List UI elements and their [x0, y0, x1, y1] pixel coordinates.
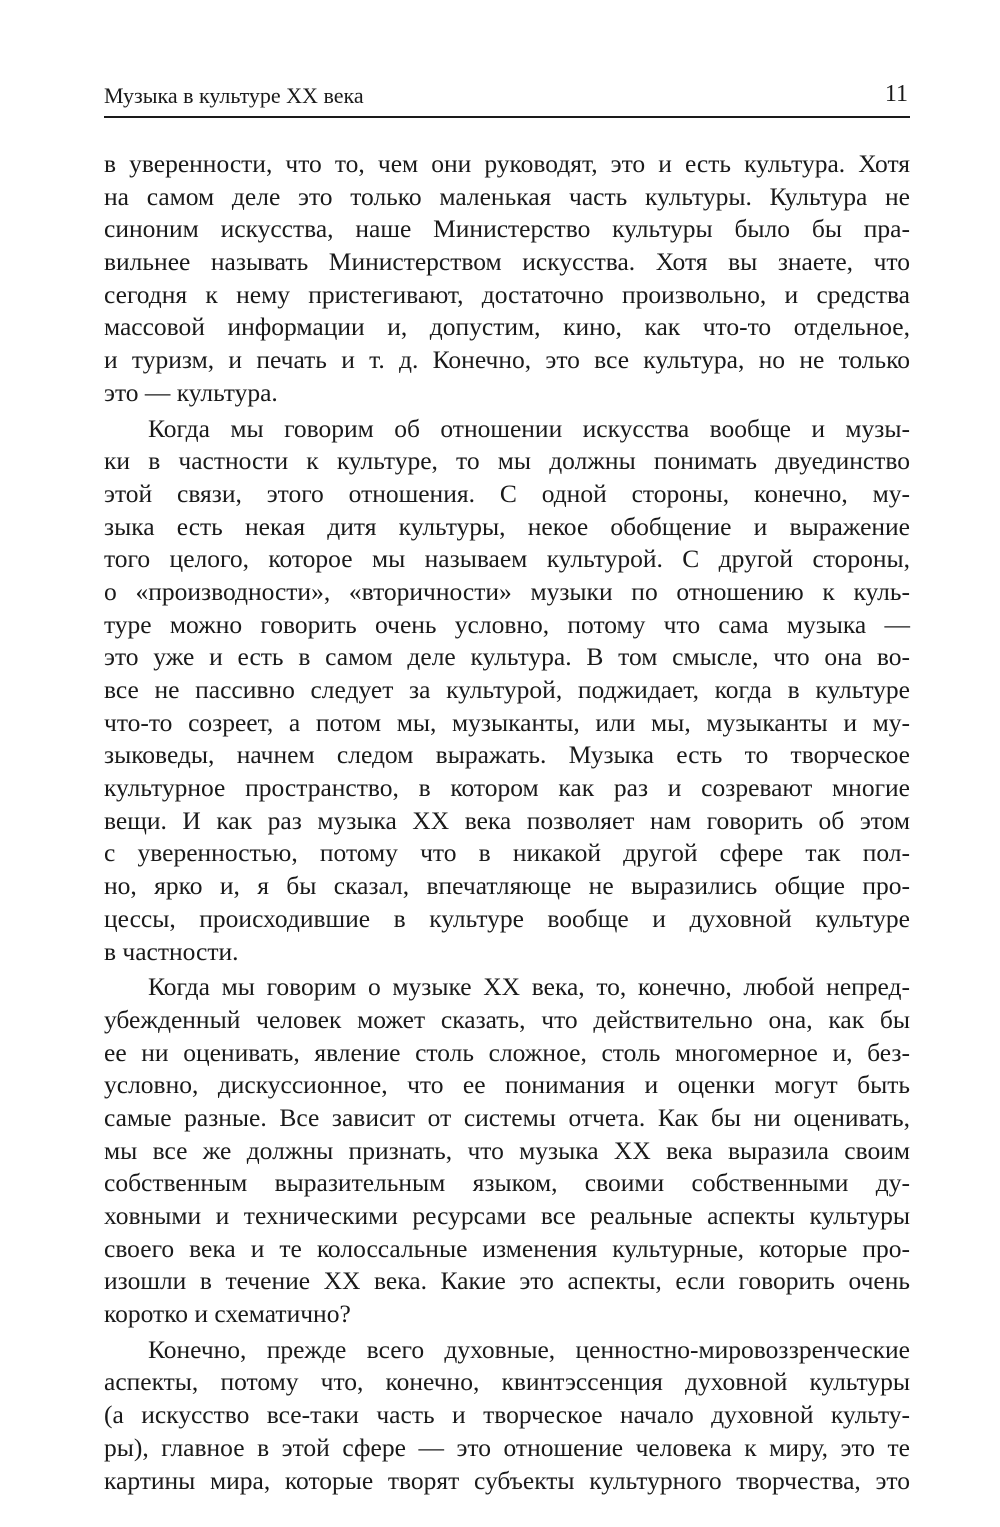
text-line: сегодня к нему пристегивают, достаточно произвольно, и средства	[104, 279, 910, 309]
text-line: Когда мы говорим о музыке XX века, то, конечно, любой непред-	[148, 972, 910, 1002]
text-line: ховными и техническими ресурсами все реальные аспекты культуры	[104, 1201, 910, 1230]
page-number: 11	[884, 81, 908, 107]
text-line: зыковеды, начнем следом выражать. Музыка есть то творческое	[104, 740, 910, 770]
text-line: самые разные. Все зависит от системы отчета. Как бы ни оценивать,	[104, 1102, 910, 1132]
paragraph-1	[104, 148, 910, 410]
text-line: туре можно говорить очень условно, потому что сама музыка —	[104, 609, 910, 639]
text-line: условно, дискуссионное, что ее понимания и оценки могут быть	[104, 1070, 910, 1100]
text-line: аспекты, потому что, конечно, квинтэссенция духовной культуры	[104, 1367, 910, 1397]
text-line: вильнее называть Министерством искусства. Хотя вы знаете, что	[104, 247, 910, 277]
text-line: коротко и схематично?	[104, 1299, 351, 1329]
text-line: зыка есть некая дитя культуры, некое обобщение и выражение	[104, 511, 910, 541]
text-line: в уверенности, что то, чем они руководят, это и есть культура. Хотя	[104, 149, 910, 178]
text-line: вещи. И как раз музыка XX века позволяет нам говорить об этом	[104, 805, 910, 835]
text-line: все не пассивно следует за культурой, поджидает, когда в культуре	[104, 675, 910, 704]
running-header	[104, 78, 910, 118]
text-line: на самом деле это только маленькая часть культуры. Культура не	[104, 181, 910, 211]
text-line: Когда мы говорим об отношении искусства вообще и музы-	[148, 413, 910, 443]
text-line: культурное пространство, в котором как раз и созревают многие	[104, 773, 910, 803]
text-line: синоним искусства, наше Министерство культуры было бы пра-	[104, 214, 910, 244]
running-title: Музыка в культуре XX века	[104, 83, 364, 108]
paragraph-3	[104, 971, 910, 1331]
text-line: Конечно, прежде всего духовные, ценностно-мировоззренческие	[148, 1334, 910, 1364]
text-line: что-то созреет, а потом мы, музыканты, или мы, музыканты и му-	[104, 707, 910, 737]
text-line: ки в частности к культуре, то мы должны понимать двуединство	[104, 446, 910, 476]
text-line: собственным выразительным языком, своими собственными ду-	[104, 1168, 910, 1198]
text-line: картины мира, которые творят субъекты культурного творчества, это	[104, 1465, 910, 1495]
text-line: того целого, которое мы называем культурой. С другой стороны,	[104, 544, 910, 574]
text-line: убежденный человек может сказать, что действительно она, как бы	[104, 1004, 910, 1034]
text-line: изошли в течение XX века. Какие это аспекты, если говорить очень	[104, 1266, 910, 1296]
text-line: мы все же должны признать, что музыка XX века выразила своим	[104, 1135, 910, 1165]
text-line: и туризм, и печать и т. д. Конечно, это все культура, но не только	[104, 345, 910, 375]
paragraph-2	[104, 413, 910, 969]
text-line: массовой информации и, допустим, кино, как что-то отдельное,	[104, 312, 910, 342]
text-line: это — культура.	[104, 377, 278, 407]
text-line: ры), главное в этой сфере — это отношение человека к миру, это те	[104, 1432, 910, 1462]
text-line: это уже и есть в самом деле культура. В том смысле, что она во-	[104, 642, 910, 672]
text-line: но, ярко и, я бы сказал, впечатляюще не выразились общие про-	[104, 871, 910, 901]
text-line: ее ни оценивать, явление столь сложное, столь многомерное и, без-	[104, 1037, 910, 1067]
paragraph-4	[104, 1334, 910, 1497]
body-text	[104, 148, 910, 1497]
text-line: о «производности», «вторичности» музыки по отношению к куль-	[104, 576, 910, 606]
text-line: с уверенностью, потому что в никакой другой сфере так пол-	[104, 838, 910, 868]
text-line: этой связи, этого отношения. С одной стороны, конечно, му-	[104, 478, 910, 508]
text-line: в частности.	[104, 936, 239, 966]
text-line: цессы, происходившие в культуре вообще и духовной культуре	[104, 903, 910, 933]
text-line: своего века и те колоссальные изменения культурные, которые про-	[104, 1233, 910, 1263]
text-line: (а искусство все-таки часть и творческое начало духовной культу-	[104, 1400, 910, 1430]
